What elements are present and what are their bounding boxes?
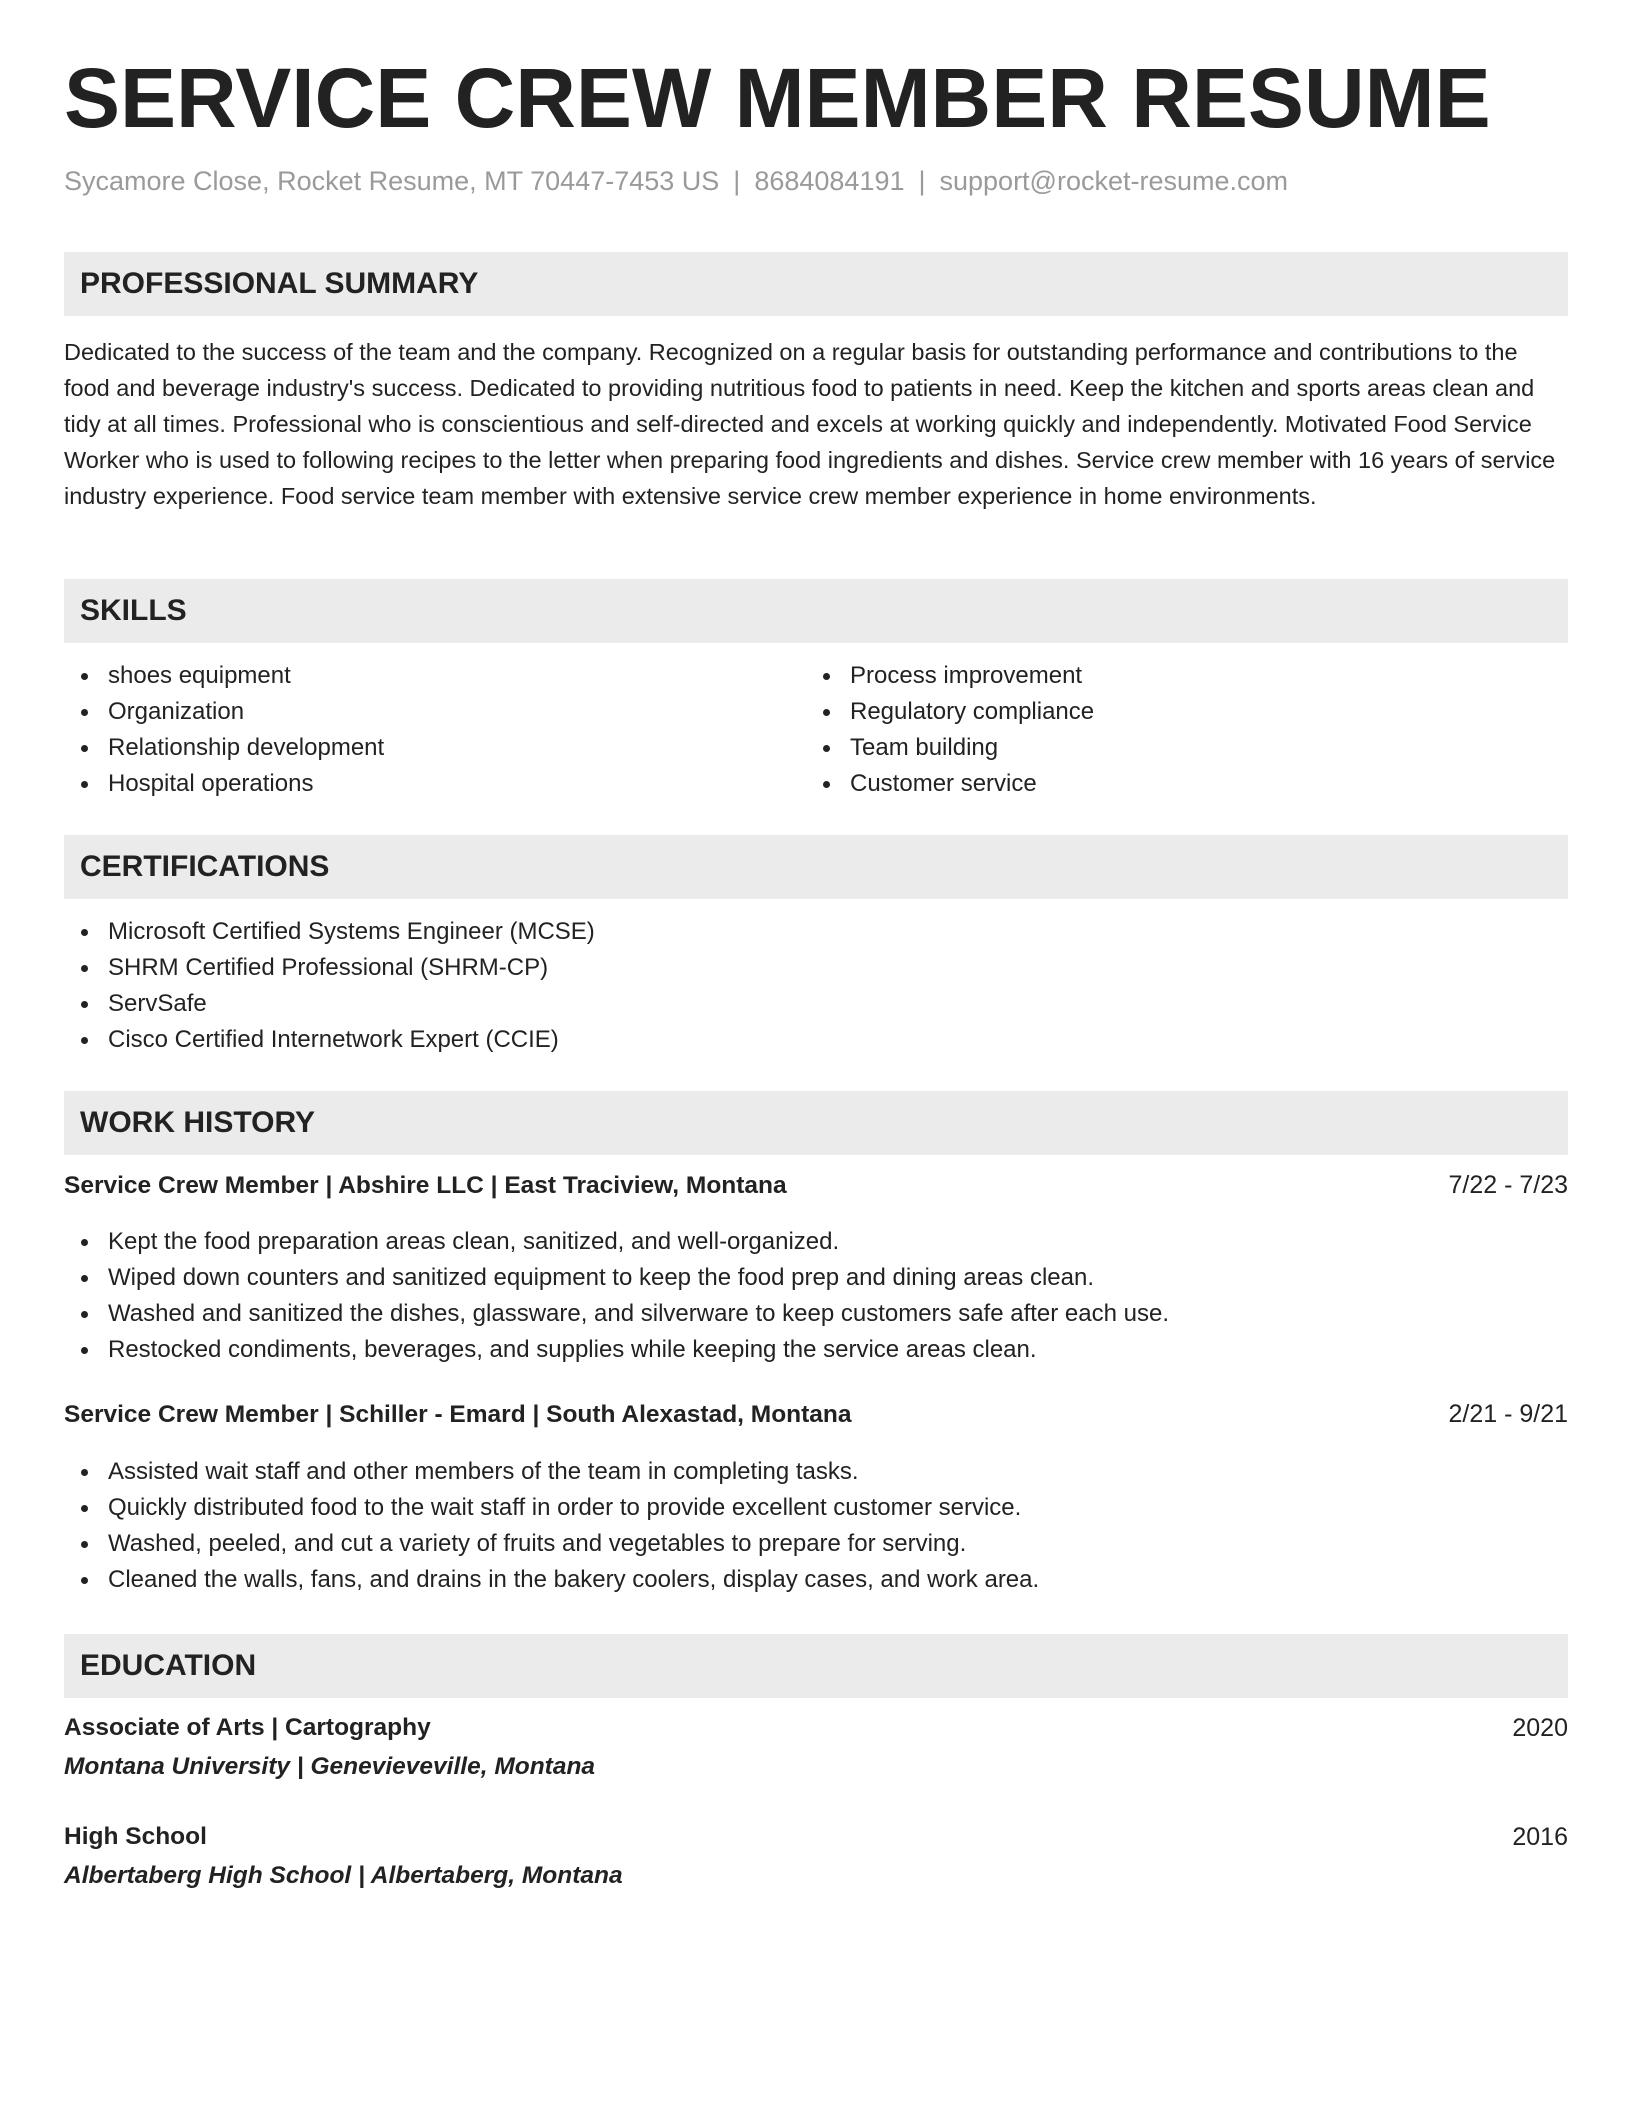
education-year: 2016	[1512, 1823, 1568, 1851]
skill-item: Organization	[64, 694, 384, 730]
education-entry	[64, 1714, 1568, 1781]
section-header-work-history: WORK HISTORY	[64, 1091, 1568, 1155]
certification-item: SHRM Certified Professional (SHRM-CP)	[64, 950, 595, 986]
education-entry	[64, 1823, 1568, 1890]
skills-list-right	[806, 658, 1094, 802]
skill-item: Hospital operations	[64, 766, 384, 802]
job-bullet: Washed, peeled, and cut a variety of fruits and vegetables to prepare for serving.	[64, 1526, 1039, 1562]
job-entry	[64, 1172, 1568, 1200]
section-header-skills: SKILLS	[64, 579, 1568, 643]
contact-separator: |	[733, 166, 741, 196]
education-school: Albertaberg High School | Albertaberg, Montana	[64, 1862, 623, 1889]
job-bullet: Quickly distributed food to the wait staff in order to provide excellent customer service.	[64, 1490, 1039, 1526]
section-header-education: EDUCATION	[64, 1634, 1568, 1698]
job-bullet: Assisted wait staff and other members of the team in completing tasks.	[64, 1454, 1039, 1490]
skill-item: Process improvement	[806, 658, 1094, 694]
job-bullets	[64, 1454, 1039, 1598]
job-bullet: Restocked condiments, beverages, and supplies while keeping the service areas clean.	[64, 1332, 1169, 1368]
certifications-list	[64, 914, 595, 1058]
job-bullet: Kept the food preparation areas clean, sanitized, and well-organized.	[64, 1224, 1169, 1260]
certification-item: Cisco Certified Internetwork Expert (CCIE)	[64, 1022, 595, 1058]
contact-separator: |	[918, 166, 926, 196]
job-dates: 2/21 - 9/21	[1448, 1400, 1568, 1428]
contact-address: Sycamore Close, Rocket Resume, MT 70447-7453 US	[64, 166, 720, 196]
resume-title: SERVICE CREW MEMBER RESUME	[64, 51, 1491, 145]
skill-item: Customer service	[806, 766, 1094, 802]
certification-item: Microsoft Certified Systems Engineer (MCSE)	[64, 914, 595, 950]
job-bullet: Cleaned the walls, fans, and drains in the bakery coolers, display cases, and work area.	[64, 1562, 1039, 1598]
skill-item: Team building	[806, 730, 1094, 766]
skills-list-left	[64, 658, 384, 802]
contact-line	[64, 166, 1288, 197]
summary-text: Dedicated to the success of the team and the company. Recognized on a regular basis for outstanding performance and contributions to the food and beverage industry's success. Dedicated to providing nutritious food to patients in need. Keep the kitchen and sports areas clean and tidy at all times. Professional who is conscientious and self-directed and excels at working quickly and independently. Motivated Food Service Worker who is used to following recipes to the letter when preparing food ingredients and dishes. Service crew member with 16 years of service industry experience. Food service team member with extensive service crew member experience in home environments.	[64, 339, 1556, 509]
certification-item: ServSafe	[64, 986, 595, 1022]
contact-email: support@rocket-resume.com	[939, 166, 1289, 196]
education-year: 2020	[1512, 1714, 1568, 1742]
job-bullets	[64, 1224, 1169, 1368]
skill-item: Relationship development	[64, 730, 384, 766]
education-degree: Associate of Arts | Cartography	[64, 1714, 431, 1741]
job-title: Service Crew Member | Abshire LLC | East Traciview, Montana	[64, 1172, 787, 1199]
skill-item: Regulatory compliance	[806, 694, 1094, 730]
section-header-summary: PROFESSIONAL SUMMARY	[64, 252, 1568, 316]
job-entry	[64, 1401, 1568, 1429]
section-header-certifications: CERTIFICATIONS	[64, 835, 1568, 899]
job-bullet: Wiped down counters and sanitized equipment to keep the food prep and dining areas clean.	[64, 1260, 1169, 1296]
job-dates: 7/22 - 7/23	[1448, 1171, 1568, 1199]
job-title: Service Crew Member | Schiller - Emard | South Alexastad, Montana	[64, 1401, 852, 1428]
education-degree: High School	[64, 1823, 207, 1850]
education-school: Montana University | Genevieveville, Montana	[64, 1753, 596, 1780]
skill-item: shoes equipment	[64, 658, 384, 694]
job-bullet: Washed and sanitized the dishes, glassware, and silverware to keep customers safe after each use.	[64, 1296, 1169, 1332]
contact-phone: 8684084191	[754, 166, 905, 196]
